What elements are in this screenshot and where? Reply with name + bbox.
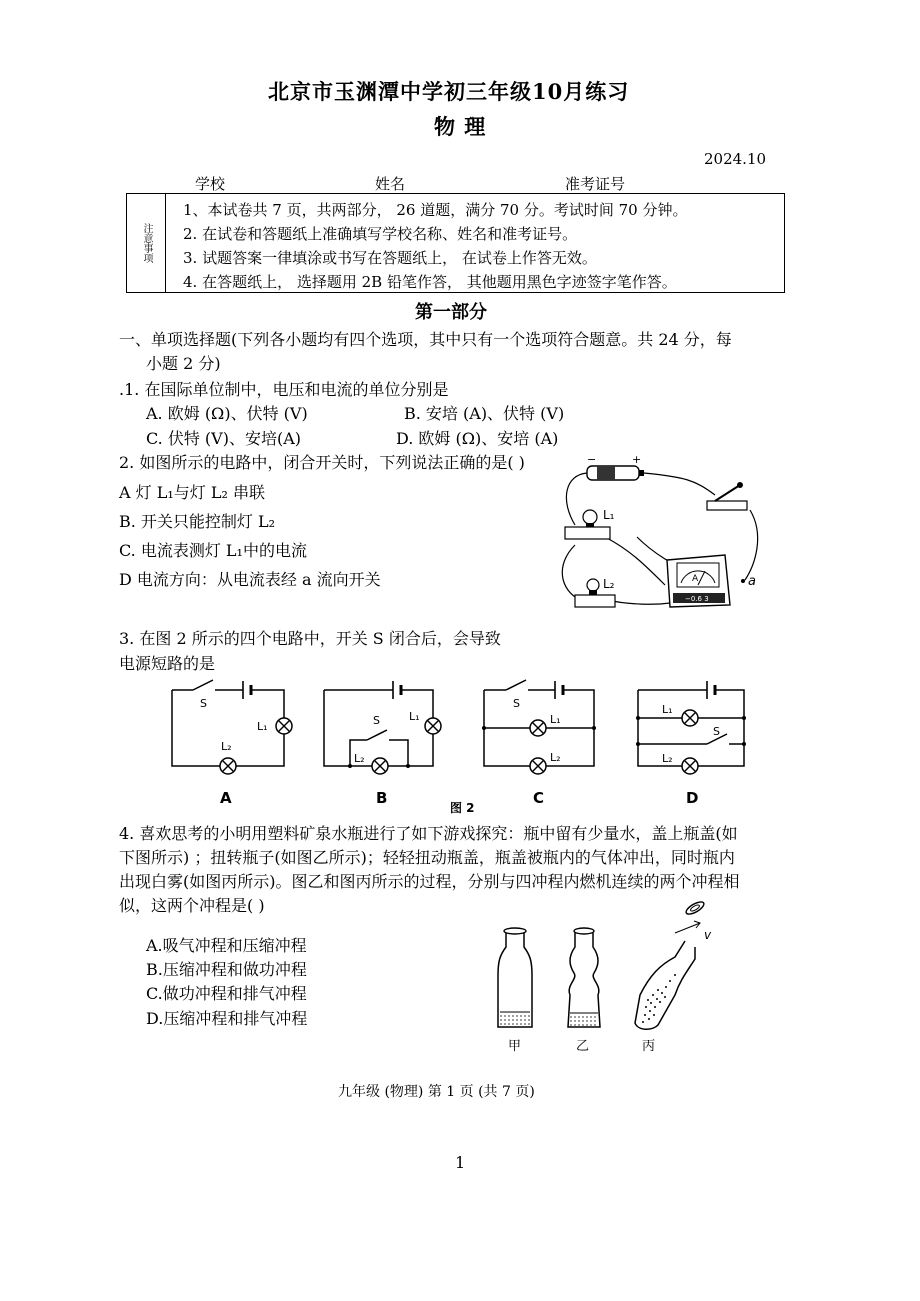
exam-id-label: 准考证号	[565, 175, 626, 193]
exam-date: 2024.10	[704, 150, 767, 168]
q2-option-b[interactable]: B. 开关只能控制灯 L₂	[119, 512, 276, 531]
bottle-jia-icon	[498, 928, 532, 1027]
circuit-a-option[interactable]: A	[220, 789, 232, 807]
circuit-c	[482, 680, 596, 807]
battery-plus-label: +	[632, 455, 642, 466]
subject-title: 物 理	[434, 114, 487, 139]
notice-box	[126, 193, 785, 293]
circuit-a-l2-label: L₂	[221, 740, 232, 753]
q1-option-d[interactable]: D. 欧姆 (Ω)、安培 (A)	[396, 429, 559, 448]
q1-option-b[interactable]: B. 安培 (A)、伏特 (V)	[404, 404, 565, 423]
switch-icon	[707, 482, 747, 510]
notice-item: 1、本试卷共 7 页，共两部分， 26 道题，满分 70 分。考试时间 70 分钟。	[183, 201, 688, 219]
q4-stem-line: 出现白雾(如图丙所示)。图乙和图丙所示的过程，分别与四冲程内燃机连续的两个冲程相	[119, 872, 740, 891]
q2-option-a[interactable]: A 灯 L₁与灯 L₂ 串联	[119, 483, 265, 502]
q4-stem-line: 下图所示) ；扭转瓶子(如图乙所示)；轻轻扭动瓶盖，瓶盖被瓶内的气体冲出，同时瓶内	[119, 848, 735, 867]
circuit-a-s-label: S	[200, 697, 207, 710]
lamp-l1-label: L₁	[603, 508, 615, 522]
part-title: 第一部分	[415, 302, 487, 323]
q4-option-b[interactable]: B.压缩冲程和做功冲程	[146, 960, 307, 979]
q2-circuit-figure	[545, 455, 780, 620]
bottle-yi-icon	[568, 928, 600, 1027]
ammeter-scale: −0.6 3	[685, 595, 709, 603]
figure-yi-label: 乙	[576, 1039, 590, 1054]
q4-bottles-figure	[490, 895, 730, 1060]
battery-minus-label: −	[587, 455, 597, 466]
circuit-c-l1-label: L₁	[550, 713, 561, 726]
figure-jia-label: 甲	[508, 1039, 522, 1054]
figure-bing-label: 丙	[642, 1039, 656, 1054]
battery-icon	[587, 466, 644, 480]
circuit-a-l1-label: L₁	[257, 720, 268, 733]
school-blank[interactable]	[225, 179, 303, 194]
notice-item: 2. 在试卷和答题纸上准确填写学校名称、姓名和准考证号。	[183, 225, 578, 243]
q4-option-a[interactable]: A.吸气冲程和压缩冲程	[146, 936, 307, 955]
exam-id-field[interactable]	[565, 173, 703, 194]
q3-circuits-figure	[160, 678, 760, 818]
ammeter-label: A	[692, 574, 699, 584]
q3-stem-cont: 电源短路的是	[119, 654, 216, 673]
page-footer: 九年级 (物理) 第 1 页 (共 7 页)	[338, 1084, 535, 1100]
q2-option-d[interactable]: D 电流方向：从电流表经 a 流向开关	[119, 570, 381, 589]
exam-id-blank[interactable]	[625, 179, 703, 194]
notice-item: 3. 试题答案一律填涂或书写在答题纸上， 在试卷上作答无效。	[183, 249, 597, 267]
name-field[interactable]	[375, 173, 489, 194]
q4-stem-line: 4. 喜欢思考的小明用塑料矿泉水瓶进行了如下游戏探究：瓶中留有少量水，盖上瓶盖(如	[119, 824, 738, 843]
point-a-label: a	[748, 574, 756, 589]
lamp-l2-label: L₂	[603, 577, 615, 591]
circuit-b-s-label: S	[373, 714, 380, 727]
q1-option-a[interactable]: A. 欧姆 (Ω)、伏特 (V)	[146, 404, 308, 423]
velocity-label: v	[704, 928, 712, 942]
circuit-c-l2-label: L₂	[550, 751, 561, 764]
circuit-b-l2-label: L₂	[354, 752, 365, 765]
name-label: 姓名	[375, 175, 406, 193]
circuit-c-option[interactable]: C	[533, 789, 545, 807]
section-heading-cont: 小题 2 分)	[146, 354, 221, 373]
circuit-b	[324, 681, 441, 807]
circuit-d-option[interactable]: D	[686, 789, 699, 807]
page-title: 北京市玉渊潭中学初三年级10月练习	[268, 79, 630, 104]
circuit-b-option[interactable]: B	[376, 789, 388, 807]
q4-option-d[interactable]: D.压缩冲程和排气冲程	[146, 1009, 308, 1028]
school-label: 学校	[195, 175, 226, 193]
circuit-b-l1-label: L₁	[409, 710, 420, 723]
page-number: 1	[455, 1153, 466, 1172]
notice-item: 4. 在答题纸上， 选择题用 2B 铅笔作答， 其他题用黑色字迹签字笔作答。	[183, 273, 677, 291]
q4-stem-line: 似，这两个冲程是( )	[119, 896, 265, 915]
circuit-d-l1-label: L₁	[662, 703, 673, 716]
figure-2-caption: 图 2	[450, 801, 475, 815]
circuit-d-s-label: S	[713, 725, 720, 738]
q1-stem: .1. 在国际单位制中，电压和电流的单位分别是	[119, 380, 449, 399]
name-blank[interactable]	[405, 179, 489, 194]
circuit-c-s-label: S	[513, 697, 520, 710]
q1-option-c[interactable]: C. 伏特 (V)、安培(A)	[146, 429, 302, 448]
circuit-a	[172, 680, 292, 807]
circuit-d-l2-label: L₂	[662, 752, 673, 765]
circuit-d	[636, 681, 746, 807]
bottle-bing-icon	[635, 900, 706, 1030]
q2-stem: 2. 如图所示的电路中，闭合开关时，下列说法正确的是( )	[119, 453, 525, 472]
section-heading: 一、单项选择题(下列各小题均有四个选项，其中只有一个选项符合题意。共 24 分，每	[119, 330, 732, 349]
q3-stem: 3. 在图 2 所示的四个电路中，开关 S 闭合后，会导致	[119, 629, 501, 648]
q2-option-c[interactable]: C. 电流表测灯 L₁中的电流	[119, 541, 307, 560]
q4-option-c[interactable]: C.做功冲程和排气冲程	[146, 984, 307, 1003]
notice-label: 注意事项	[127, 194, 166, 292]
school-field[interactable]	[195, 173, 303, 194]
